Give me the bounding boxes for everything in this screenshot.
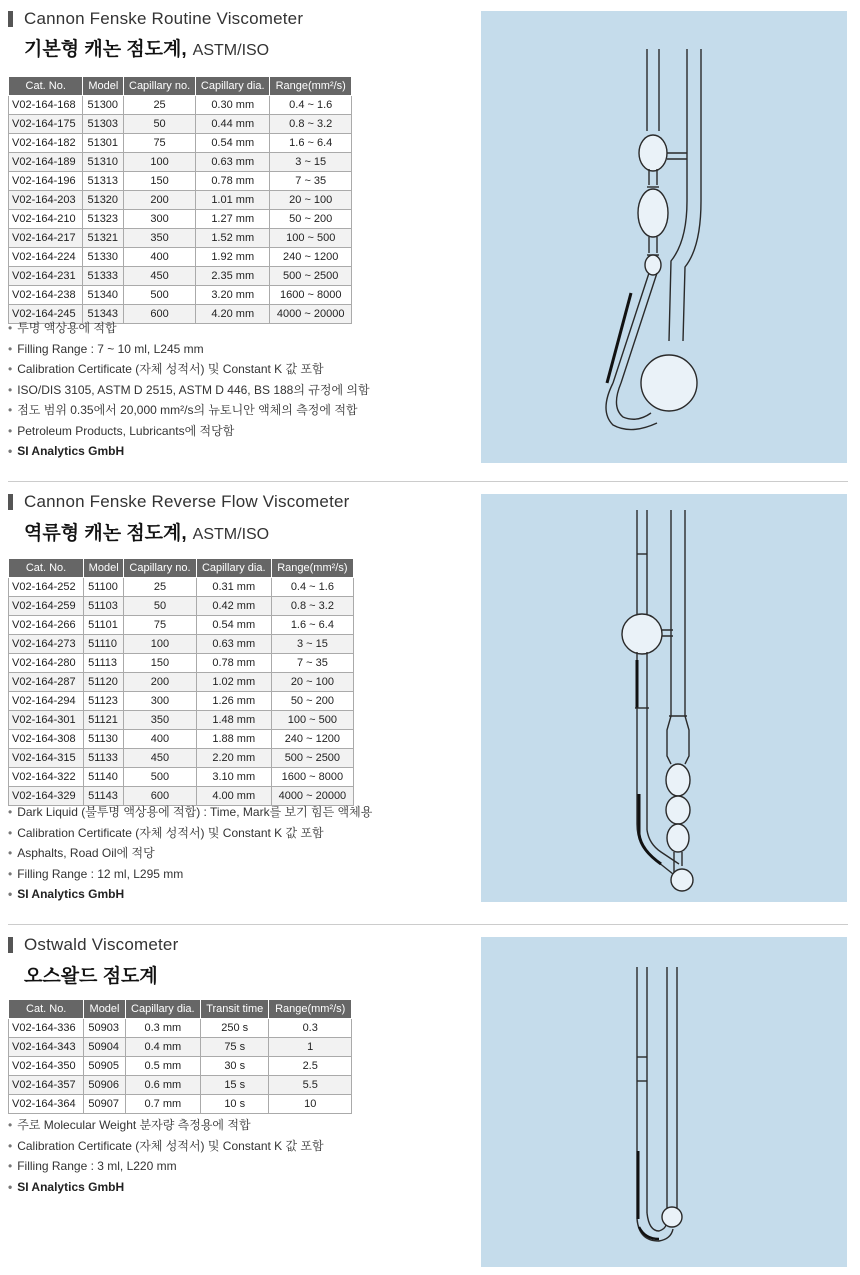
note-item: • Petroleum Products, Lubricants에 적당함 [8, 421, 370, 442]
model-cell: 51130 [84, 730, 124, 749]
table-row [9, 1095, 352, 1114]
cat-no-cell: V02-164-259 [9, 597, 84, 616]
note-item: • 주로 Molecular Weight 분자량 측정용에 적합 [8, 1115, 324, 1136]
spec-cell: 0.3 mm [125, 1019, 200, 1038]
cat-no-cell: V02-164-231 [9, 267, 83, 286]
note-item: • Dark Liquid (불투명 액상용에 적합) : Time, Mark를 보기 힘든 액체용 [8, 802, 372, 823]
model-cell: 51301 [83, 134, 124, 153]
range-cell: 1 [269, 1038, 352, 1057]
spec-cell: 0.42 mm [196, 597, 271, 616]
model-cell: 51113 [84, 654, 124, 673]
spec-cell: 75 s [201, 1038, 269, 1057]
spec-cell: 0.78 mm [196, 172, 270, 191]
range-cell: 5.5 [269, 1076, 352, 1095]
spec-cell: 4.20 mm [196, 305, 270, 324]
range-cell: 4000 ~ 20000 [271, 787, 353, 806]
cat-no-cell: V02-164-217 [9, 229, 83, 248]
model-cell: 50907 [84, 1095, 125, 1114]
table-row [9, 153, 352, 172]
model-cell: 51303 [83, 115, 124, 134]
spec-cell: 0.54 mm [196, 616, 271, 635]
manufacturer: • SI Analytics GmbH [8, 441, 370, 462]
spec-cell: 30 s [201, 1057, 269, 1076]
model-cell: 51101 [84, 616, 124, 635]
table-row [9, 730, 354, 749]
cat-no-cell: V02-164-210 [9, 210, 83, 229]
section-title-ko [24, 518, 269, 545]
range-cell: 7 ~ 35 [270, 172, 352, 191]
table-header-row [9, 77, 352, 96]
cat-no-cell: V02-164-252 [9, 578, 84, 597]
table-row [9, 654, 354, 673]
cat-no-cell: V02-164-168 [9, 96, 83, 115]
spec-table [8, 558, 354, 806]
spec-cell: 2.35 mm [196, 267, 270, 286]
cat-no-cell: V02-164-266 [9, 616, 84, 635]
spec-cell: 2.20 mm [196, 749, 271, 768]
section-reverse-flow [0, 482, 860, 912]
col-header: Capillary no. [124, 77, 196, 96]
cat-no-cell: V02-164-294 [9, 692, 84, 711]
model-cell: 51323 [83, 210, 124, 229]
model-cell: 51343 [83, 305, 124, 324]
col-header: Range(mm²/s) [270, 77, 352, 96]
table-row [9, 673, 354, 692]
spec-cell: 400 [124, 730, 196, 749]
range-cell: 500 ~ 2500 [271, 749, 353, 768]
cat-no-cell: V02-164-329 [9, 787, 84, 806]
notes-list [8, 802, 372, 905]
note-item: • Filling Range : 3 ml, L220 mm [8, 1156, 324, 1177]
model-cell: 50905 [84, 1057, 125, 1076]
model-cell: 51103 [84, 597, 124, 616]
col-header: Capillary dia. [196, 559, 271, 578]
table-header-row [9, 1000, 352, 1019]
range-cell: 0.4 ~ 1.6 [270, 96, 352, 115]
table-row [9, 115, 352, 134]
section-marker [8, 494, 13, 510]
model-cell: 51123 [84, 692, 124, 711]
table-row [9, 210, 352, 229]
table-row [9, 578, 354, 597]
section-marker [8, 11, 13, 27]
col-header: Cat. No. [9, 77, 83, 96]
spec-cell: 100 [124, 635, 196, 654]
reverse-flow-viscometer-illustration [481, 494, 847, 902]
spec-cell: 1.88 mm [196, 730, 271, 749]
model-cell: 51100 [84, 578, 124, 597]
spec-cell: 3.20 mm [196, 286, 270, 305]
model-cell: 50904 [84, 1038, 125, 1057]
range-cell: 0.3 [269, 1019, 352, 1038]
spec-cell: 75 [124, 616, 196, 635]
spec-cell: 0.7 mm [125, 1095, 200, 1114]
model-cell: 51143 [84, 787, 124, 806]
table-row [9, 267, 352, 286]
spec-cell: 500 [124, 768, 196, 787]
col-header: Cat. No. [9, 1000, 84, 1019]
viscometer-image-panel [481, 494, 847, 902]
col-header: Capillary dia. [196, 77, 270, 96]
spec-cell: 0.44 mm [196, 115, 270, 134]
spec-cell: 50 [124, 115, 196, 134]
cat-no-cell: V02-164-343 [9, 1038, 84, 1057]
model-cell: 51140 [84, 768, 124, 787]
spec-cell: 75 [124, 134, 196, 153]
spec-cell: 350 [124, 711, 196, 730]
range-cell: 3 ~ 15 [270, 153, 352, 172]
manufacturer: • SI Analytics GmbH [8, 884, 372, 905]
model-cell: 51110 [84, 635, 124, 654]
range-cell: 50 ~ 200 [270, 210, 352, 229]
table-row [9, 616, 354, 635]
model-cell: 51121 [84, 711, 124, 730]
col-header: Capillary no. [124, 559, 196, 578]
note-item: • Filling Range : 7 ~ 10 ml, L245 mm [8, 339, 370, 360]
spec-cell: 200 [124, 673, 196, 692]
section-title-suffix: ASTM/ISO [192, 42, 270, 59]
table-row [9, 96, 352, 115]
section-title-en: Ostwald Viscometer [24, 935, 179, 954]
cat-no-cell: V02-164-189 [9, 153, 83, 172]
spec-cell: 0.63 mm [196, 153, 270, 172]
note-item: • Calibration Certificate (자체 성적서) 및 Constant K 값 포함 [8, 823, 372, 844]
model-cell: 51300 [83, 96, 124, 115]
spec-table [8, 999, 352, 1114]
model-cell: 50903 [84, 1019, 125, 1038]
note-item: • Calibration Certificate (자체 성적서) 및 Constant K 값 포함 [8, 1136, 324, 1157]
spec-cell: 0.63 mm [196, 635, 271, 654]
spec-cell: 100 [124, 153, 196, 172]
model-cell: 51330 [83, 248, 124, 267]
range-cell: 240 ~ 1200 [270, 248, 352, 267]
manufacturer: • SI Analytics GmbH [8, 1177, 324, 1198]
spec-cell: 15 s [201, 1076, 269, 1095]
model-cell: 51320 [83, 191, 124, 210]
spec-cell: 1.52 mm [196, 229, 270, 248]
table-row [9, 1057, 352, 1076]
table-row [9, 597, 354, 616]
range-cell: 2.5 [269, 1057, 352, 1076]
range-cell: 4000 ~ 20000 [270, 305, 352, 324]
section-title-ko [24, 34, 269, 61]
table-row [9, 229, 352, 248]
section-title-en: Cannon Fenske Reverse Flow Viscometer [24, 492, 350, 511]
spec-cell: 450 [124, 749, 196, 768]
model-cell: 50906 [84, 1076, 125, 1095]
range-cell: 20 ~ 100 [271, 673, 353, 692]
notes-list [8, 1115, 324, 1197]
notes-list [8, 318, 370, 462]
section-ostwald [0, 925, 860, 1275]
note-item: • Filling Range : 12 ml, L295 mm [8, 864, 372, 885]
range-cell: 7 ~ 35 [271, 654, 353, 673]
col-header: Model [84, 1000, 125, 1019]
model-cell: 51310 [83, 153, 124, 172]
spec-cell: 150 [124, 172, 196, 191]
spec-cell: 1.26 mm [196, 692, 271, 711]
table-row [9, 768, 354, 787]
spec-cell: 0.30 mm [196, 96, 270, 115]
table-row [9, 172, 352, 191]
table-row [9, 711, 354, 730]
cat-no-cell: V02-164-196 [9, 172, 83, 191]
spec-cell: 0.4 mm [125, 1038, 200, 1057]
range-cell: 20 ~ 100 [270, 191, 352, 210]
col-header: Capillary dia. [125, 1000, 200, 1019]
cat-no-cell: V02-164-350 [9, 1057, 84, 1076]
table-row [9, 749, 354, 768]
routine-viscometer-illustration [481, 11, 847, 463]
range-cell: 3 ~ 15 [271, 635, 353, 654]
cat-no-cell: V02-164-322 [9, 768, 84, 787]
col-header: Model [83, 77, 124, 96]
cat-no-cell: V02-164-245 [9, 305, 83, 324]
col-header: Range(mm²/s) [269, 1000, 352, 1019]
spec-cell: 10 s [201, 1095, 269, 1114]
section-title-ko-text: 오스왈드 점도계 [24, 966, 158, 987]
model-cell: 51333 [83, 267, 124, 286]
ostwald-viscometer-illustration [481, 937, 847, 1267]
cat-no-cell: V02-164-287 [9, 673, 84, 692]
table-row [9, 134, 352, 153]
spec-cell: 500 [124, 286, 196, 305]
table-row [9, 248, 352, 267]
range-cell: 1.6 ~ 6.4 [270, 134, 352, 153]
cat-no-cell: V02-164-280 [9, 654, 84, 673]
table-row [9, 635, 354, 654]
range-cell: 10 [269, 1095, 352, 1114]
table-row [9, 286, 352, 305]
col-header: Cat. No. [9, 559, 84, 578]
section-routine [0, 0, 860, 480]
spec-cell: 4.00 mm [196, 787, 271, 806]
cat-no-cell: V02-164-238 [9, 286, 83, 305]
range-cell: 500 ~ 2500 [270, 267, 352, 286]
model-cell: 51313 [83, 172, 124, 191]
cat-no-cell: V02-164-336 [9, 1019, 84, 1038]
spec-cell: 3.10 mm [196, 768, 271, 787]
spec-cell: 0.54 mm [196, 134, 270, 153]
section-marker [8, 937, 13, 953]
note-item: • Asphalts, Road Oil에 적당 [8, 843, 372, 864]
cat-no-cell: V02-164-315 [9, 749, 84, 768]
table-row [9, 692, 354, 711]
spec-cell: 50 [124, 597, 196, 616]
table-header-row [9, 559, 354, 578]
range-cell: 100 ~ 500 [271, 711, 353, 730]
table-row [9, 1038, 352, 1057]
spec-cell: 1.01 mm [196, 191, 270, 210]
table-row [9, 1076, 352, 1095]
col-header: Model [84, 559, 124, 578]
range-cell: 100 ~ 500 [270, 229, 352, 248]
range-cell: 1600 ~ 8000 [271, 768, 353, 787]
spec-cell: 1.48 mm [196, 711, 271, 730]
model-cell: 51133 [84, 749, 124, 768]
spec-cell: 1.92 mm [196, 248, 270, 267]
model-cell: 51120 [84, 673, 124, 692]
section-title-ko-text: 역류형 캐논 점도계, [24, 523, 187, 544]
cat-no-cell: V02-164-224 [9, 248, 83, 267]
spec-cell: 1.02 mm [196, 673, 271, 692]
viscometer-image-panel [481, 937, 847, 1267]
spec-cell: 300 [124, 210, 196, 229]
spec-cell: 300 [124, 692, 196, 711]
spec-cell: 0.6 mm [125, 1076, 200, 1095]
cat-no-cell: V02-164-273 [9, 635, 84, 654]
range-cell: 240 ~ 1200 [271, 730, 353, 749]
spec-cell: 150 [124, 654, 196, 673]
col-header: Range(mm²/s) [271, 559, 353, 578]
model-cell: 51340 [83, 286, 124, 305]
range-cell: 0.8 ~ 3.2 [271, 597, 353, 616]
spec-cell: 250 s [201, 1019, 269, 1038]
spec-cell: 600 [124, 305, 196, 324]
cat-no-cell: V02-164-182 [9, 134, 83, 153]
spec-cell: 0.5 mm [125, 1057, 200, 1076]
section-title-ko-text: 기본형 캐논 점도계, [24, 39, 187, 60]
note-item: • 점도 범위 0.35에서 20,000 mm²/s의 뉴토니안 액체의 측정에 적합 [8, 400, 370, 421]
spec-cell: 1.27 mm [196, 210, 270, 229]
cat-no-cell: V02-164-203 [9, 191, 83, 210]
spec-cell: 0.31 mm [196, 578, 271, 597]
section-title-ko [24, 961, 158, 988]
cat-no-cell: V02-164-301 [9, 711, 84, 730]
spec-cell: 400 [124, 248, 196, 267]
note-item: • 투명 액상용에 적합 [8, 318, 370, 339]
table-row [9, 1019, 352, 1038]
table-row [9, 191, 352, 210]
spec-cell: 200 [124, 191, 196, 210]
range-cell: 0.4 ~ 1.6 [271, 578, 353, 597]
col-header: Transit time [201, 1000, 269, 1019]
spec-cell: 450 [124, 267, 196, 286]
cat-no-cell: V02-164-364 [9, 1095, 84, 1114]
note-item: • Calibration Certificate (자체 성적서) 및 Constant K 값 포함 [8, 359, 370, 380]
model-cell: 51321 [83, 229, 124, 248]
spec-table [8, 76, 352, 324]
viscometer-image-panel [481, 11, 847, 463]
spec-cell: 25 [124, 96, 196, 115]
note-item: • ISO/DIS 3105, ASTM D 2515, ASTM D 446, BS 188의 규정에 의함 [8, 380, 370, 401]
spec-cell: 600 [124, 787, 196, 806]
section-title-suffix: ASTM/ISO [192, 526, 270, 543]
range-cell: 1.6 ~ 6.4 [271, 616, 353, 635]
cat-no-cell: V02-164-357 [9, 1076, 84, 1095]
spec-cell: 350 [124, 229, 196, 248]
range-cell: 0.8 ~ 3.2 [270, 115, 352, 134]
range-cell: 1600 ~ 8000 [270, 286, 352, 305]
range-cell: 50 ~ 200 [271, 692, 353, 711]
cat-no-cell: V02-164-175 [9, 115, 83, 134]
section-title-en: Cannon Fenske Routine Viscometer [24, 9, 304, 28]
cat-no-cell: V02-164-308 [9, 730, 84, 749]
spec-cell: 0.78 mm [196, 654, 271, 673]
spec-cell: 25 [124, 578, 196, 597]
